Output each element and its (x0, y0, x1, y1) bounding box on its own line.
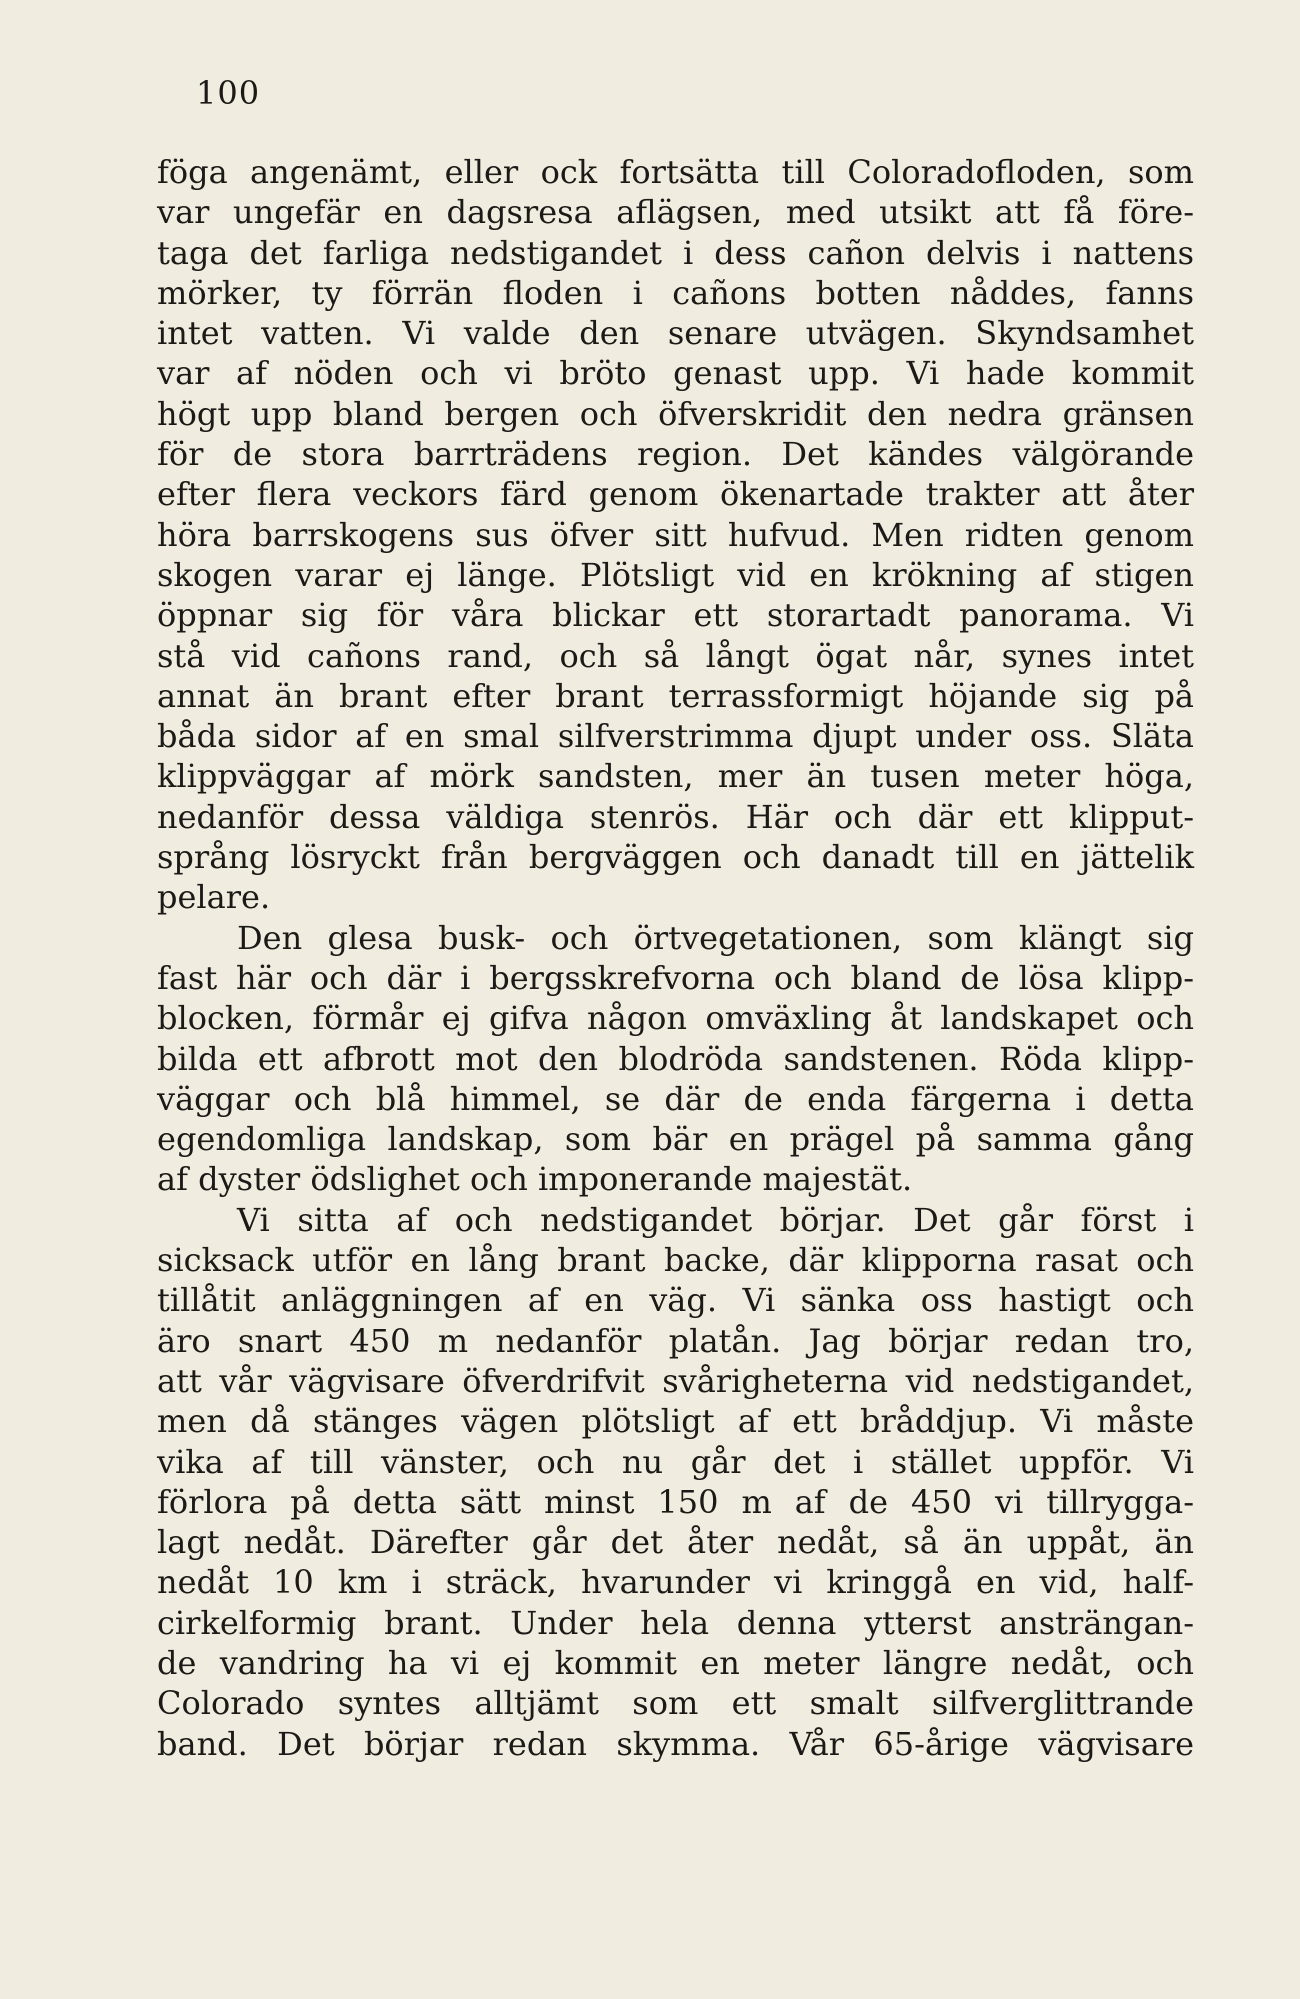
text-line: cirkelformig brant. Under hela denna ytterst ansträngan- (157, 1603, 1194, 1642)
text-line: Den glesa busk- och örtvegetationen, som klängt sig (237, 918, 1194, 957)
text-line: att vår vägvisare öfverdrifvit svårigheterna vid nedstigandet, (157, 1361, 1194, 1400)
text-line: intet vatten. Vi valde den senare utvägen. Skyndsamhet (157, 314, 1194, 353)
text-line: skogen varar ej länge. Plötsligt vid en krökning af stigen (157, 555, 1194, 594)
text-line: var af nöden och vi bröto genast upp. Vi hade kommit (157, 354, 1194, 393)
text-line: efter flera veckors färd genom ökenartade trakter att åter (157, 475, 1194, 514)
text-line: sicksack utför en lång brant backe, där klipporna rasat och (157, 1241, 1194, 1280)
text-line: lagt nedåt. Därefter går det åter nedåt, så än uppåt, än (157, 1523, 1194, 1562)
text-line: bilda ett afbrott mot den blodröda sandstenen. Röda klipp- (157, 1039, 1194, 1078)
text-line: nedåt 10 km i sträck, hvarunder vi kringgå en vid, half- (157, 1563, 1194, 1602)
text-line: var ungefär en dagsresa aflägsen, med utsikt att få före- (157, 193, 1194, 232)
body-text (157, 152, 1194, 1764)
text-line: vika af till vänster, och nu går det i stället uppför. Vi (157, 1442, 1194, 1481)
text-line: fast här och där i bergsskrefvorna och bland de lösa klipp- (157, 958, 1194, 997)
text-line: högt upp bland bergen och öfverskridit den nedra gränsen (157, 394, 1194, 433)
text-line: öppnar sig för våra blickar ett storartadt panorama. Vi (157, 596, 1194, 635)
text-line: blocken, förmår ej gifva någon omväxling åt landskapet och (157, 999, 1194, 1038)
text-line: klippväggar af mörk sandsten, mer än tusen meter höga, (157, 757, 1194, 796)
text-line: höra barrskogens sus öfver sitt hufvud. Men ridten genom (157, 515, 1194, 554)
text-line: väggar och blå himmel, se där de enda färgerna i detta (157, 1079, 1194, 1118)
text-line: band. Det börjar redan skymma. Vår 65-årige vägvisare (157, 1724, 1194, 1763)
text-line: pelare. (157, 878, 271, 917)
text-line: förlora på detta sätt minst 150 m af de 450 vi tillrygga- (157, 1482, 1194, 1521)
text-line: Colorado syntes alltjämt som ett smalt silfverglittrande (157, 1684, 1194, 1723)
text-line: båda sidor af en smal silfverstrimma djupt under oss. Släta (157, 717, 1194, 756)
text-line: äro snart 450 m nedanför platån. Jag börjar redan tro, (157, 1321, 1194, 1360)
text-line: för de stora barrträdens region. Det kändes välgörande (157, 435, 1194, 474)
text-line: men då stänges vägen plötsligt af ett bråddjup. Vi måste (157, 1402, 1194, 1441)
text-line: egendomliga landskap, som bär en prägel på samma gång (157, 1120, 1194, 1159)
text-line: nedanför dessa väldiga stenrös. Här och där ett klipput- (157, 797, 1194, 836)
text-line: annat än brant efter brant terrassformigt höjande sig på (157, 676, 1194, 715)
text-line: Vi sitta af och nedstigandet börjar. Det går först i (237, 1200, 1194, 1239)
page-number: 100 (196, 74, 261, 112)
text-line: språng lösryckt från bergväggen och danadt till en jättelik (157, 838, 1194, 877)
text-line: stå vid cañons rand, och så långt ögat når, synes intet (157, 636, 1194, 675)
text-line: de vandring ha vi ej kommit en meter längre nedåt, och (157, 1643, 1194, 1682)
text-line: föga angenämt, eller ock fortsätta till Coloradofloden, som (157, 153, 1194, 191)
text-line: tillåtit anläggningen af en väg. Vi sänka oss hastigt och (157, 1281, 1194, 1320)
text-line: mörker, ty förrän floden i cañons botten nåddes, fanns (157, 273, 1194, 312)
text-line: taga det farliga nedstigandet i dess cañon delvis i nattens (157, 233, 1194, 272)
text-line: af dyster ödslighet och imponerande majestät. (157, 1160, 913, 1199)
